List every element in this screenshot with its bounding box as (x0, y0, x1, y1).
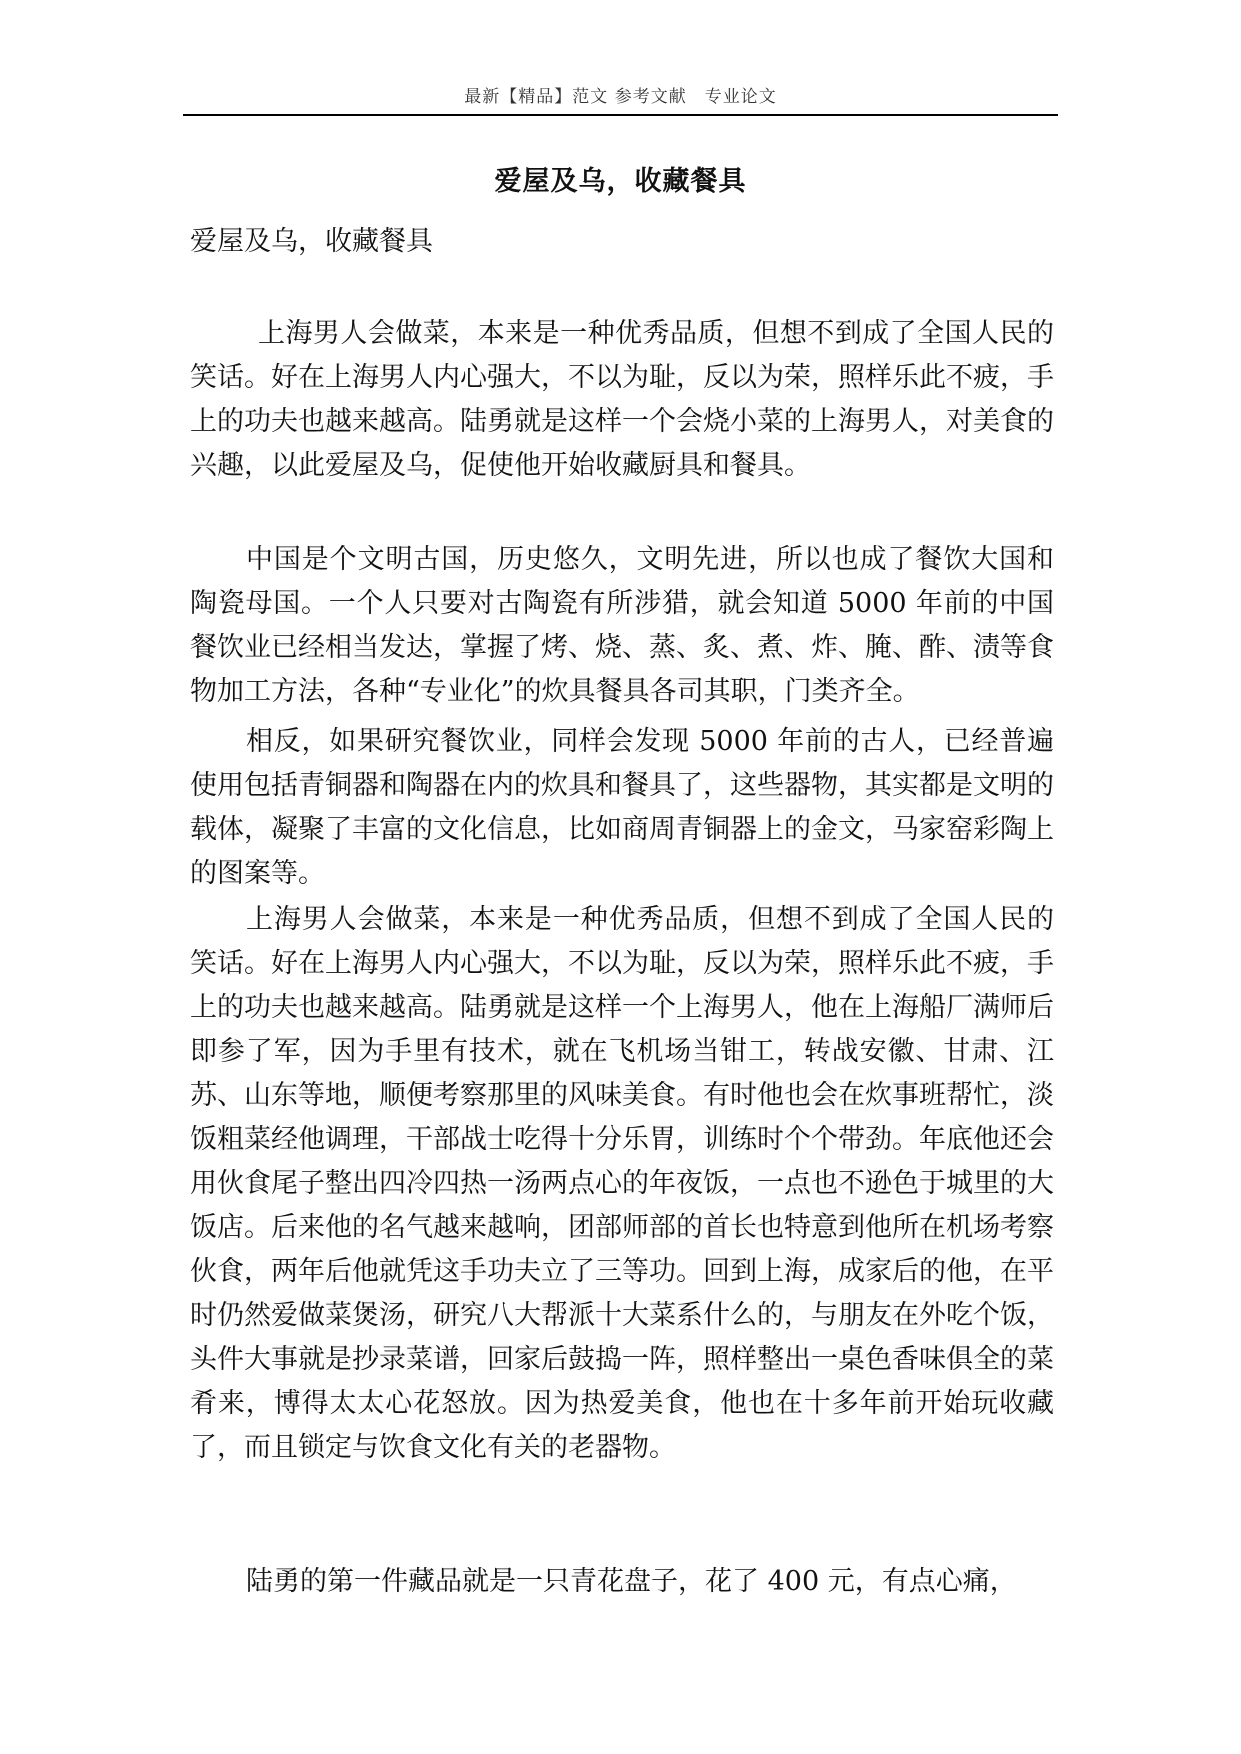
body-paragraph: 中国是个文明古国，历史悠久，文明先进，所以也成了餐饮大国和陶瓷母国。一个人只要对古陶瓷有所涉猎，就会知道 5000 年前的中国餐饮业已经相当发达，掌握了烤、烧、蒸、炙、煮、炸、腌、酢、渍等食物加工方法，各种“专业化”的炊具餐具各司其职，门类齐全。 (190, 544, 1054, 707)
document-subtitle: 爱屋及乌，收藏餐具 (190, 226, 433, 257)
intro-paragraph: 上海男人会做菜，本来是一种优秀品质，但想不到成了全国人民的笑话。好在上海男人内心强大，不以为耻，反以为荣，照样乐此不疲，手上的功夫也越来越高。陆勇就是这样一个会烧小菜的上海男人，对美食的兴趣，以此爱屋及乌，促使他开始收藏厨具和餐具。 (190, 318, 1054, 481)
page-header: 最新【精品】范文 参考文献 专业论文 (464, 87, 777, 107)
body-paragraph: 上海男人会做菜，本来是一种优秀品质，但想不到成了全国人民的笑话。好在上海男人内心强大，不以为耻，反以为荣，照样乐此不疲，手上的功夫也越来越高。陆勇就是这样一个上海男人，他在上海船厂满师后即参了军，因为手里有技术，就在飞机场当钳工，转战安徽、甘肃、江苏、山东等地，顺便考察那里的风味美食。有时他也会在炊事班帮忙，淡饭粗菜经他调理，干部战士吃得十分乐胃，训练时个个带劲。年底他还会用伙食尾子整出四冷四热一汤两点心的年夜饭，一点也不逊色于城里的大饭店。后来他的名气越来越响，团部师部的首长也特意到他所在机场考察伙食，两年后他就凭这手功夫立了三等功。回到上海，成家后的他，在平时仍然爱做菜煲汤，研究八大帮派十大菜系什么的，与朋友在外吃个饭，头件大事就是抄录菜谱，回家后鼓捣一阵，照样整出一桌色香味俱全的菜肴来，博得太太心花怒放。因为热爱美食，他也在十多年前开始玩收藏了，而且锁定与饮食文化有关的老器物。 (190, 904, 1054, 1463)
document-title: 爱屋及乌，收藏餐具 (494, 166, 747, 197)
body-paragraph: 陆勇的第一件藏品就是一只青花盘子，花了 400 元，有点心痛， (246, 1566, 1017, 1597)
header-divider (183, 114, 1058, 116)
body-paragraph: 相反，如果研究餐饮业，同样会发现 5000 年前的古人，已经普遍使用包括青铜器和陶器在内的炊具和餐具了，这些器物，其实都是文明的载体，凝聚了丰富的文化信息，比如商周青铜器上的金文，马家窑彩陶上的图案等。 (190, 726, 1054, 889)
